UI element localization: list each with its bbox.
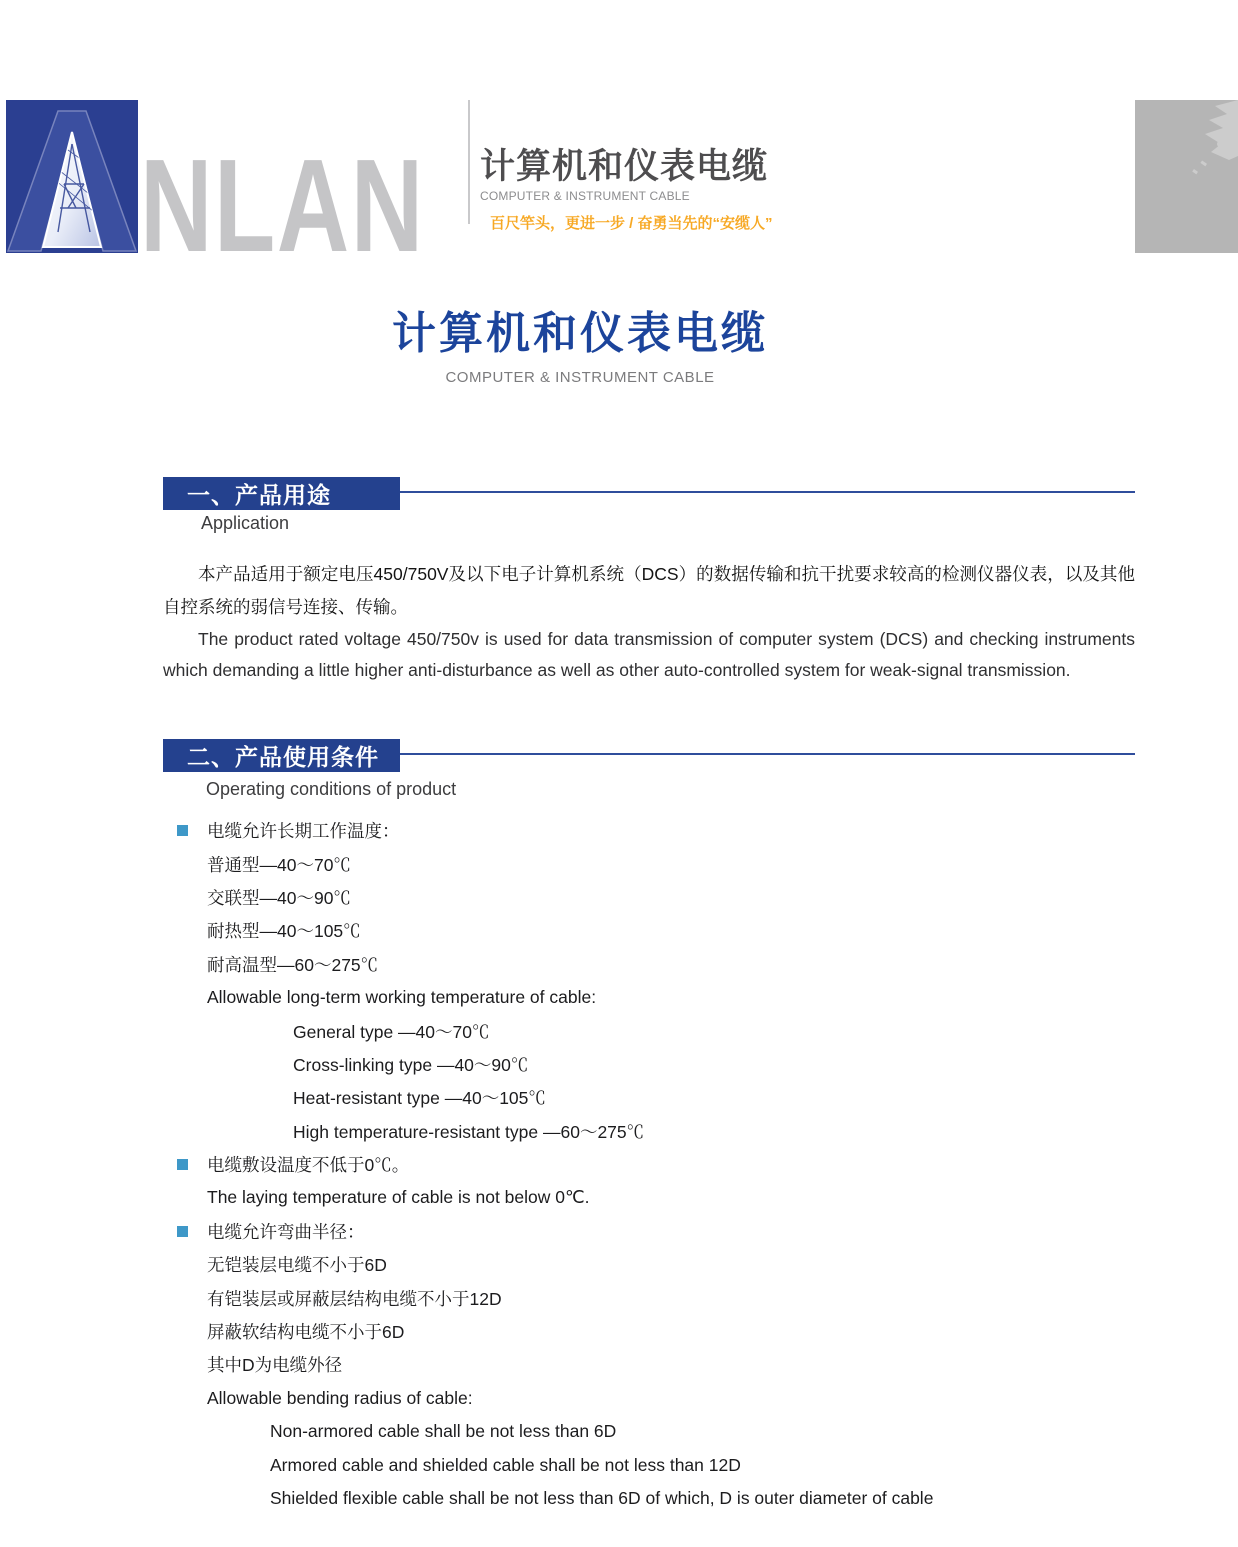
list-item: Armored cable and shielded cable shall be not less than 12D — [270, 1454, 741, 1475]
application-paragraph-en: The product rated voltage 450/750v is used for data transmission of computer system (DCS) and checking instruments which demanding a little higher anti-disturbance as well as other auto-controlled system for weak-signal transmission. — [163, 629, 1135, 680]
application-paragraph-cn: 本产品适用于额定电压450/750V及以下电子计算机系统（DCS）的数据传输和抗干扰要求较高的检测仪器仪表，以及其他自控系统的弱信号连接、传输。 — [163, 564, 1135, 617]
list-item: Allowable bending radius of cable: — [207, 1387, 473, 1408]
list-item: 耐高温型—60～275℃ — [207, 954, 379, 975]
bullet-square-icon — [177, 1226, 188, 1237]
list-item: 普通型—40～70℃ — [207, 854, 351, 875]
list-item: 其中D为电缆外径 — [207, 1355, 343, 1376]
list-item: Cross-linking type —40～90℃ — [293, 1054, 529, 1075]
list-item: The laying temperature of cable is not below 0℃. — [207, 1187, 590, 1208]
document-title-block — [0, 297, 1160, 386]
list-item: High temperature-resistant type —60～275℃ — [293, 1121, 645, 1142]
bullet-square-icon — [177, 1159, 188, 1170]
section-2-subheading: Operating conditions of product — [206, 779, 457, 799]
list-item: Shielded flexible cable shall be not less than 6D of which, D is outer diameter of cable — [270, 1488, 934, 1508]
header-divider — [468, 100, 470, 224]
bullet-square-icon — [177, 825, 188, 836]
section-2-rule — [400, 753, 1135, 755]
header-product-title-en: COMPUTER & INSTRUMENT CABLE — [480, 189, 690, 204]
section-1-heading-bar: 一、产品用途 — [163, 477, 400, 510]
section-2-heading-bar: 二、产品使用条件 — [163, 739, 400, 772]
list-item: General type —40～70℃ — [293, 1021, 490, 1042]
header-slogan: 百尺竿头，更进一步 / 奋勇当先的“安缆人” — [490, 215, 773, 233]
anlan-logo-icon — [6, 100, 138, 253]
list-item: Heat-resistant type —40～105℃ — [293, 1088, 546, 1109]
document-title-en: COMPUTER & INSTRUMENT CABLE — [445, 369, 715, 386]
list-item: 电缆敷设温度不低于0℃。 — [163, 1148, 1135, 1181]
list-item: 电缆允许长期工作温度： — [163, 814, 1135, 847]
document-title-cn: 计算机和仪表电缆 — [392, 309, 768, 358]
header-text-block — [480, 147, 773, 233]
corner-photo-image — [1135, 100, 1238, 253]
section-1-rule — [400, 491, 1135, 493]
list-item: Non-armored cable shall be not less than 6D — [270, 1421, 617, 1442]
operating-conditions-list — [163, 814, 1135, 1515]
list-item: 屏蔽软结构电缆不小于6D — [207, 1322, 405, 1343]
section-1-subheading: Application — [201, 513, 290, 533]
logo-wordmark: NLAN — [140, 132, 425, 279]
list-item: 无铠装层电缆不小于6D — [207, 1255, 387, 1276]
list-item: 耐热型—40～105℃ — [207, 921, 361, 942]
list-item: 有铠装层或屏蔽层结构电缆不小于12D — [207, 1288, 502, 1309]
header-product-title-cn: 计算机和仪表电缆 — [480, 147, 769, 186]
list-item: 电缆允许弯曲半径： — [163, 1215, 1135, 1248]
list-item: 交联型—40～90℃ — [207, 887, 351, 908]
list-item: Allowable long-term working temperature of cable: — [207, 987, 597, 1008]
